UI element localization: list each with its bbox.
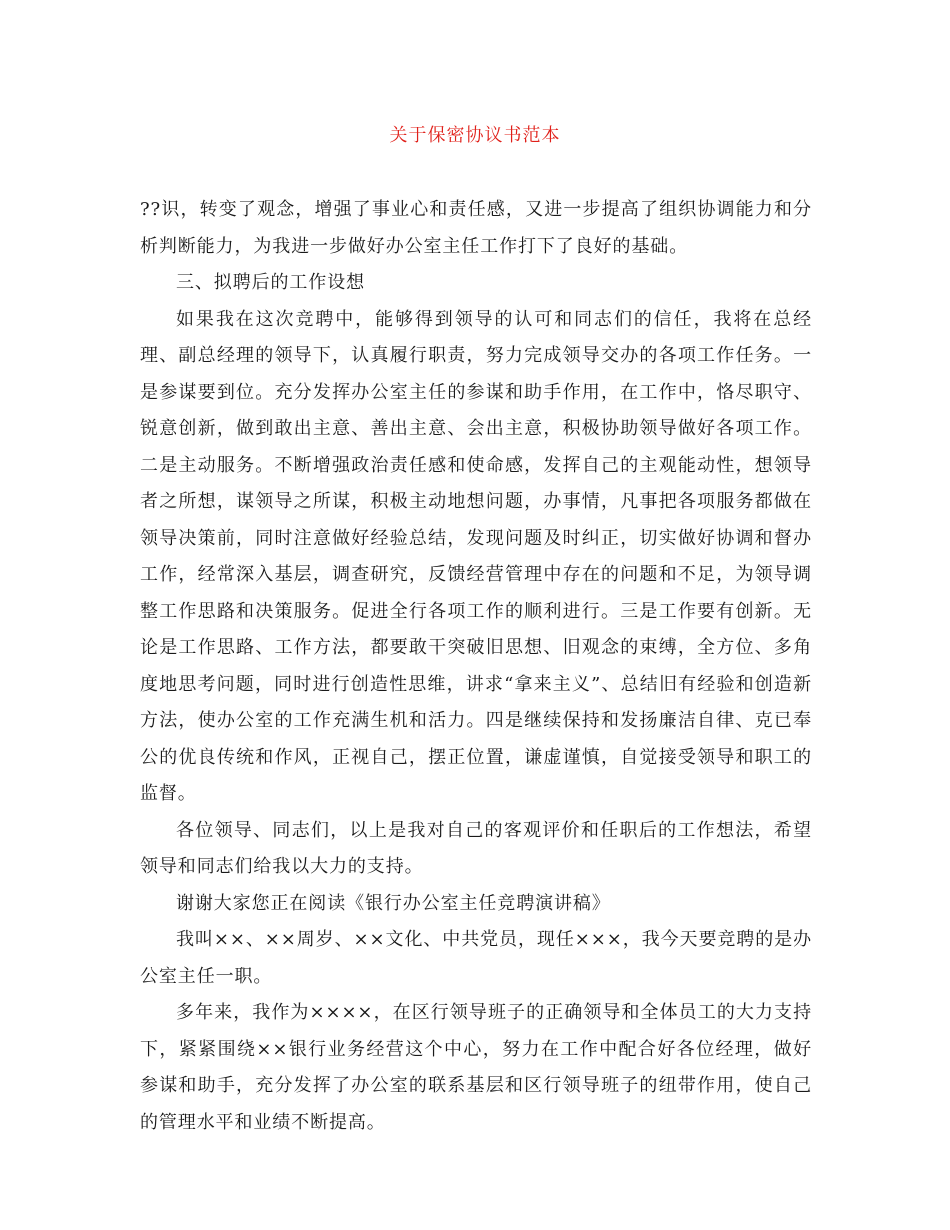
- paragraph: 如果我在这次竞聘中，能够得到领导的认可和同志们的信任，我将在总经理、副总经理的领导下，认真履行职责，努力完成领导交办的各项工作任务。一是参谋要到位。充分发挥办公室主任的参谋和助手作用，在工作中，恪尽职守、锐意创新，做到敢出主意、善出主意、会出主意，积极协助领导做好各项工作。二是主动服务。不断增强政治责任感和使命感，发挥自己的主观能动性，想领导者之所想，谋领导之所谋，积极主动地想问题，办事情，凡事把各项服务都做在领导决策前，同时注意做好经验总结，发现问题及时纠正，切实做好协调和督办工作，经常深入基层，调查研究，反馈经营管理中存在的问题和不足，为领导调整工作思路和决策服务。促进全行各项工作的顺利进行。三是工作要有创新。无论是工作思路、工作方法，都要敢干突破旧思想、旧观念的束缚，全方位、多角度地思考问题，同时进行创造性思维，讲求“拿来主义”、总结旧有经验和创造新方法，使办公室的工作充满生机和活力。四是继续保持和发扬廉洁自律、克已奉公的优良传统和作风，正视自己，摆正位置，谦虚谨慎，自觉接受领导和职工的监督。: [140, 308, 812, 804]
- section-heading: 三、拟聘后的工作设想: [176, 272, 365, 293]
- paragraph: 多年来，我作为××××，在区行领导班子的正确领导和全体员工的大力支持下，紧紧围绕××银行业务经营这个中心，努力在工作中配合好各位经理，做好参谋和助手，充分发挥了办公室的联系基层和区行领导班子的纽带作用，使自己的管理水平和业绩不断提高。: [140, 1002, 812, 1133]
- paragraph: 我叫××、××周岁、××文化、中共党员，现任×××，我今天要竞聘的是办公室主任一职。: [140, 929, 812, 987]
- paragraph-continued: ??识，转变了观念，增强了事业心和责任感，又进一步提高了组织协调能力和分析判断能力，为我进一步做好办公室主任工作打下了良好的基础。: [140, 199, 812, 257]
- paragraph: 各位领导、同志们，以上是我对自己的客观评价和任职后的工作想法，希望领导和同志们给我以大力的支持。: [140, 819, 812, 877]
- page-title: 关于保密协议书范本: [389, 125, 561, 146]
- paragraph: 谢谢大家您正在阅读《银行办公室主任竞聘演讲稿》: [176, 892, 611, 914]
- document-body: [140, 192, 812, 1141]
